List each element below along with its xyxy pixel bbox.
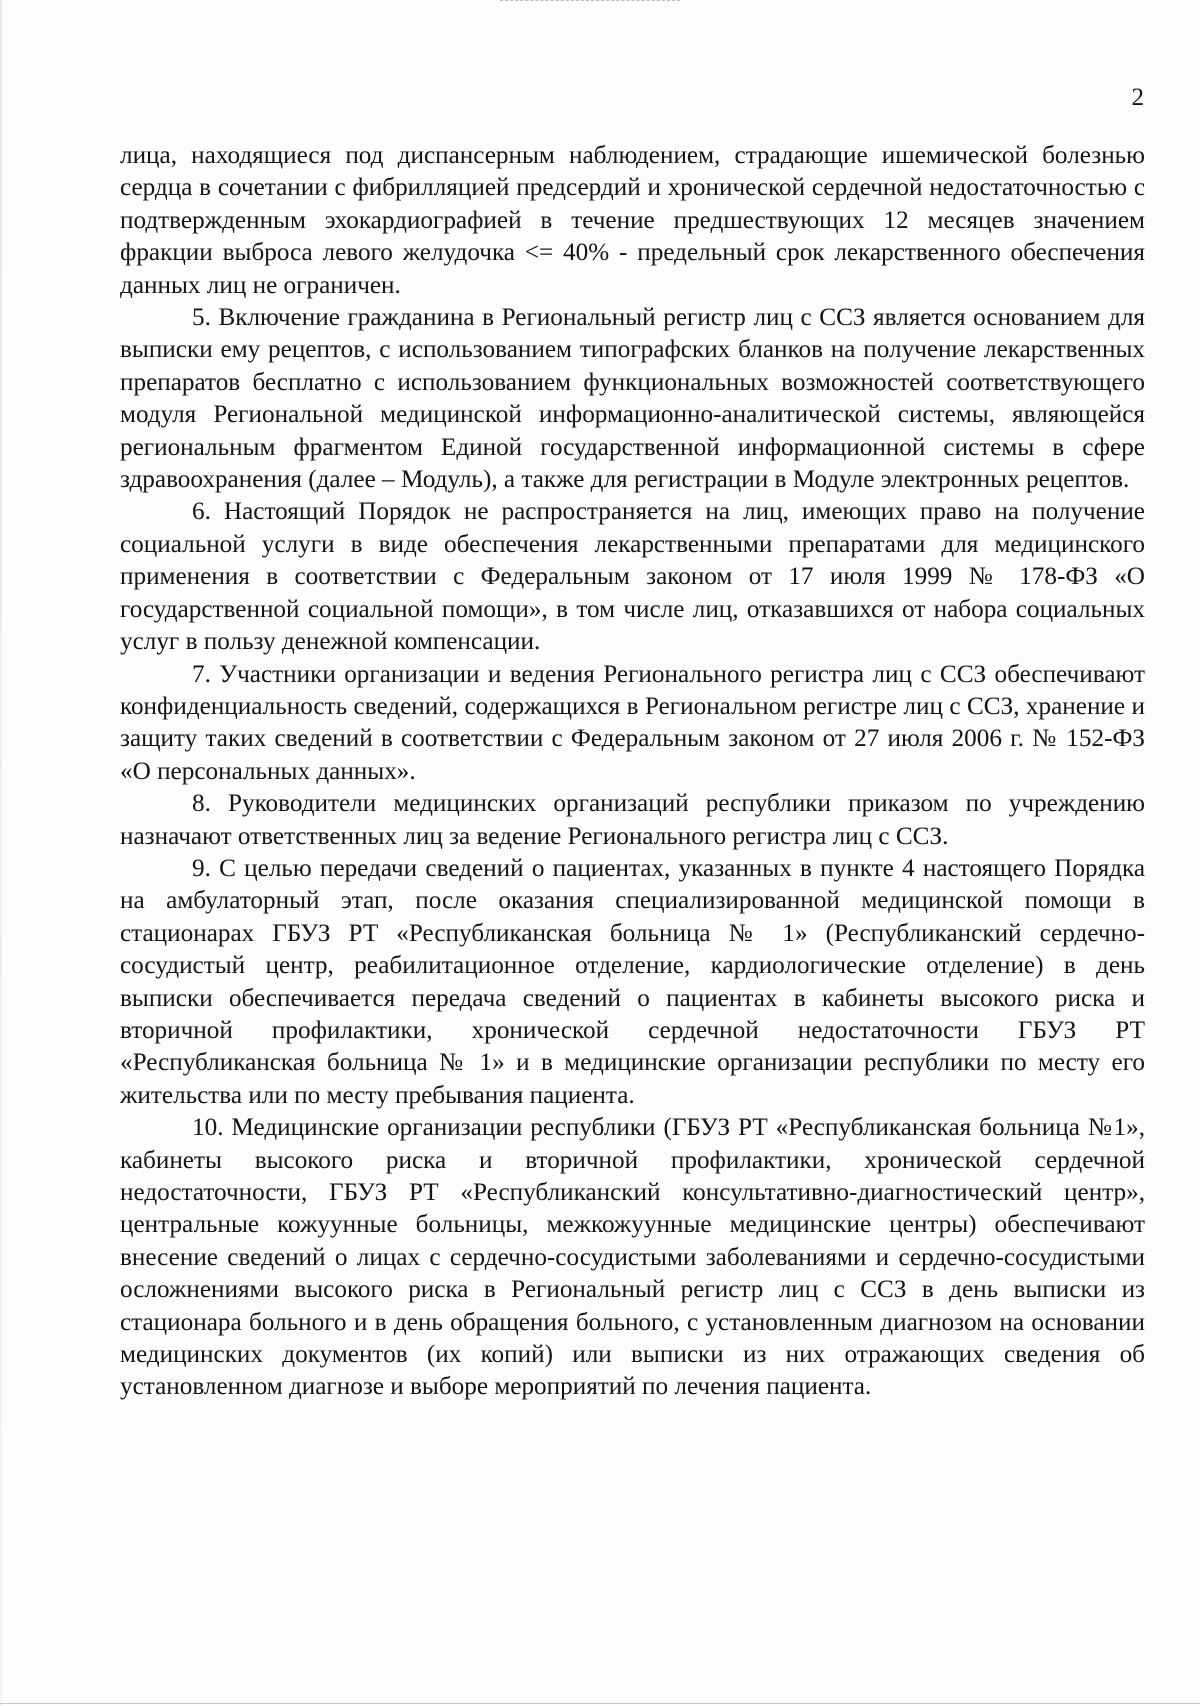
paragraph-item-5: 5. Включение гражданина в Региональный регистр лиц с ССЗ является основанием для выписки ему рецептов, с использованием типографских бланков на получение лекарственных препаратов бесплатно с использованием функциональных возможностей соответствующего модуля Региональной медицинской информационно-аналитической системы, являющейся региональным фрагментом Единой государственной информационной системы в сфере здравоохранения (далее – Модуль), а также для регистрации в Модуле электронных рецептов. bbox=[120, 304, 1145, 494]
paragraph-item-9: 9. С целью передачи сведений о пациентах, указанных в пункте 4 настоящего Порядка на амбулаторный этап, после оказания специализированной медицинской помощи в стационарах ГБУЗ РТ «Республиканская больница № 1» (Республиканский сердечно-сосудистый центр, реабилитационное отделение, кардиологические отделение) в день выписки обеспечивается передача сведений о пациентах в кабинеты высокого риска и вторичной профилактики, хронической сердечной недостаточности ГБУЗ РТ «Республиканская больница № 1» и в медицинские организации республики по месту его жительства или по месту пребывания пациента. bbox=[120, 854, 1145, 1109]
scan-edge-bottom bbox=[0, 1701, 1200, 1704]
paragraph-item-7: 7. Участники организации и ведения Регионального регистра лиц с ССЗ обеспечивают конфиденциальность сведений, содержащихся в Региональном регистре лиц с ССЗ, хранение и защиту таких сведений в соответствии с Федеральным законом от 27 июля 2006 г. № 152-ФЗ «О персональных данных». bbox=[120, 660, 1145, 785]
paragraph-item-6: 6. Настоящий Порядок не распространяется на лиц, имеющих право на получение социальной услуги в виде обеспечения лекарственными препаратами для медицинского применения в соответствии с Федеральным законом от 17 июля 1999 № 178-ФЗ «О государственной социальной помощи», в том числе лиц, отказавшихся от набора социальных услуг в пользу денежной компенсации. bbox=[120, 498, 1145, 656]
page-number: 2 bbox=[1131, 84, 1144, 111]
paragraph-item-8: 8. Руководители медицинских организаций республики приказом по учреждению назначают ответственных лиц за ведение Регионального регистра лиц с ССЗ. bbox=[120, 790, 1145, 850]
paragraph-continuation: лица, находящиеся под диспансерным наблюдением, страдающие ишемической болезнью сердца в сочетании с фибрилляцией предсердий и хронической сердечной недостаточностью с подтвержденным эхокардиографией в течение предшествующих 12 месяцев значением фракции выброса левого желудочка <= 40% - предельный срок лекарственного обеспечения данных лиц не ограничен. bbox=[120, 142, 1145, 299]
document-body bbox=[120, 140, 1145, 1404]
scan-edge-top bbox=[500, 0, 680, 4]
scan-edge-left bbox=[0, 0, 2, 1706]
paragraph-item-10: 10. Медицинские организации республики (ГБУЗ РТ «Республиканская больница №1», кабинеты высокого риска и вторичной профилактики, хронической сердечной недостаточности, ГБУЗ РТ «Республиканский консультативно-диагностический центр», центральные кожуунные больницы, межкожуунные медицинские центры) обеспечивают внесение сведений о лицах с сердечно-сосудистыми заболеваниями и сердечно-сосудистыми осложнениями высокого риска в Региональный регистр лиц с ССЗ в день выписки из стационара больного и в день обращения больного, с установленным диагнозом на основании медицинских документов (их копий) или выписки из них отражающих сведения об установленном диагнозе и выборе мероприятий по лечения пациента. bbox=[120, 1114, 1145, 1401]
